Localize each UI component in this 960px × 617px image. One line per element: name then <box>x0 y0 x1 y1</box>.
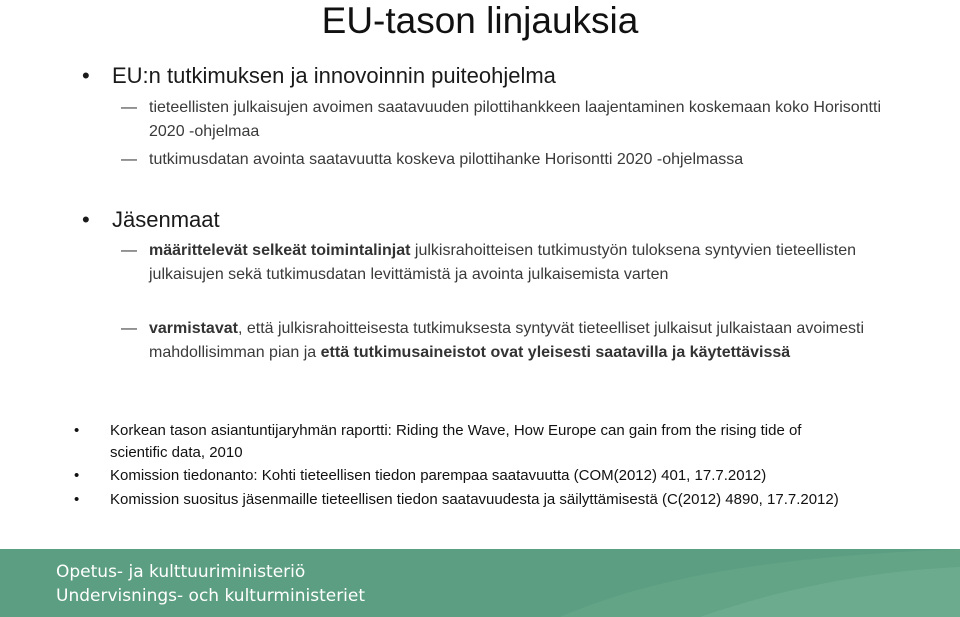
emphasis-text: määrittelevät selkeät toimintalinjat <box>149 242 411 259</box>
bullet-dot-icon: • <box>74 491 80 508</box>
dash-bullet-icon: — <box>121 242 137 259</box>
reference-item: • Komission tiedonanto: Kohti tieteellisen tiedon parempaa saatavuutta (COM(2012) 401, 17.7.2012) <box>72 465 862 487</box>
dash-bullet-icon: — <box>121 151 137 168</box>
list-item: — tutkimusdatan avointa saatavuutta koskeva pilottihanke Horisontti 2020 -ohjelmassa <box>121 148 901 172</box>
list-item: — määrittelevät selkeät toimintalinjat julkisrahoitteisen tutkimustyön tuloksena syntyvien tieteellisten julkaisujen sekä tutkimusdatan levittämistä ja avointa julkaisemista varten <box>121 239 901 287</box>
bullet-dot-icon: • <box>74 422 80 439</box>
list-item: — varmistavat, että julkisrahoitteisesta tutkimuksesta syntyvät tieteelliset julkaisut julkaistaan avoimesti mahdollisimman pian ja että tutkimusaineistot ovat yleisesti saatavilla ja käytettävissä <box>121 317 901 365</box>
ministry-footer-banner <box>0 549 960 617</box>
bullet-dot-icon: • <box>74 467 80 484</box>
ministry-name-finnish: Opetus- ja kulttuuriministeriö <box>56 562 306 582</box>
list-item: — tieteellisten julkaisujen avoimen saatavuuden pilottihankkeen laajentaminen koskemaan koko Horisontti 2020 -ohjelmaa <box>121 96 901 144</box>
reference-item: • Komission suositus jäsenmaille tieteellisen tiedon saatavuudesta ja säilyttämisestä (C(2012) 4890, 17.7.2012) <box>72 489 862 511</box>
bullet-dot-icon: • <box>82 63 90 88</box>
dash-bullet-icon: — <box>121 99 137 116</box>
page-title: EU-tason linjauksia <box>321 0 639 41</box>
bullet-dot-icon: • <box>82 207 90 232</box>
dash-bullet-icon: — <box>121 320 137 337</box>
emphasis-text: että tutkimusaineistot ovat yleisesti saatavilla ja käytettävissä <box>320 344 791 361</box>
reference-item: • Korkean tason asiantuntijaryhmän raportti: Riding the Wave, How Europe can gain from the rising tide of scientific data, 2010 <box>74 422 802 461</box>
ministry-name-swedish: Undervisnings- och kulturministeriet <box>56 586 366 606</box>
emphasis-text: varmistavat <box>149 320 238 337</box>
